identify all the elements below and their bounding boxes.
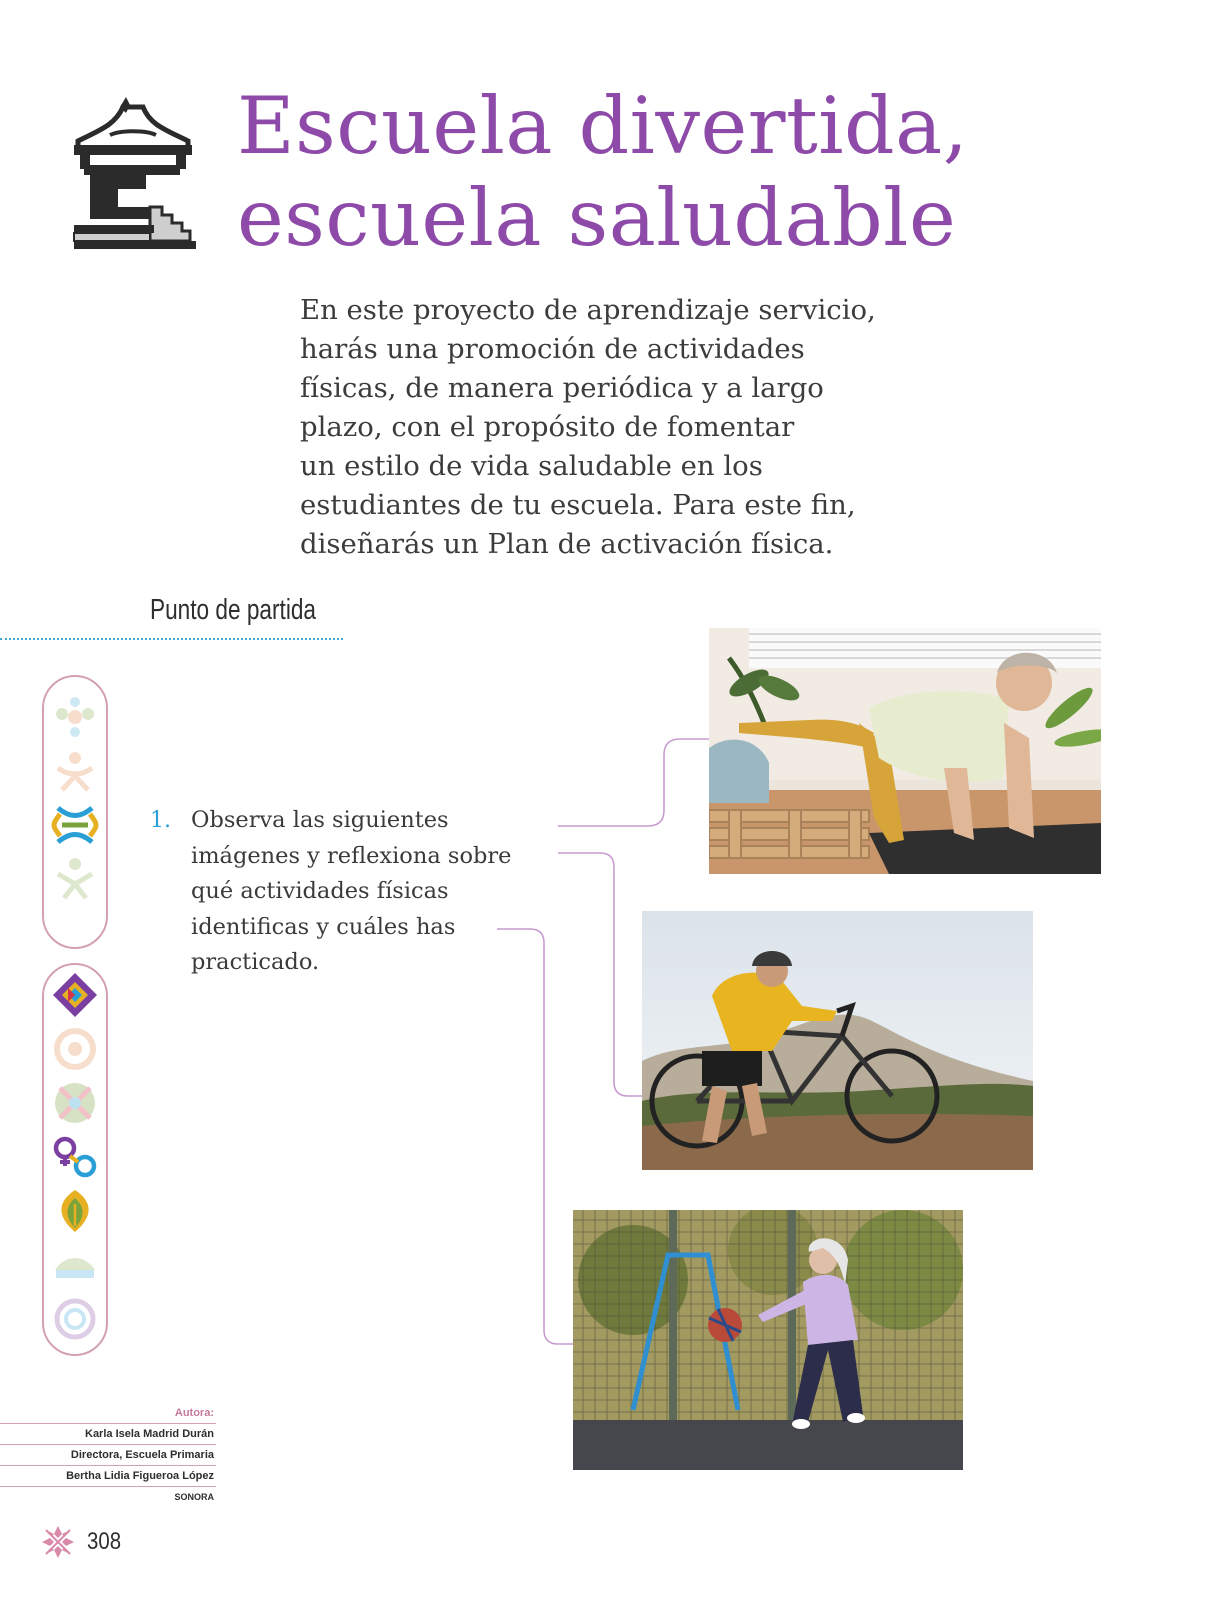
question-line: imágenes y reflexiona sobre (191, 842, 512, 869)
question-line: practicado. (191, 949, 320, 975)
author-state: SONORA (174, 1492, 214, 1502)
photo-woman-playing-basketball (573, 1210, 963, 1470)
inclusion-icon (50, 970, 100, 1020)
pensamiento-critico-icon (50, 1024, 100, 1074)
intro-line: físicas, de manera periódica y a largo (300, 372, 824, 404)
title-line-2: escuela saludable (237, 172, 957, 264)
saberes-icon (50, 746, 100, 796)
intro-line: En este proyecto de aprendizaje servicio, (300, 294, 876, 326)
igualdad-genero-icon (50, 1132, 100, 1182)
author-role: Directora, Escuela Primaria (0, 1445, 216, 1466)
author-credits (0, 1403, 216, 1507)
page-number: 308 (87, 1528, 122, 1555)
humano-comunitario-icon (50, 854, 100, 904)
photo-woman-exercising-indoors (709, 628, 1101, 874)
page-ornament-icon (40, 1524, 76, 1560)
vida-saludable-icon (50, 1186, 100, 1236)
intro-line: estudiantes de tu escuela. Para este fin, (300, 489, 856, 521)
section-heading: Punto de partida (150, 594, 317, 626)
question-line: Observa las siguientes (191, 807, 449, 833)
intro-line: diseñarás un Plan de activación física. (300, 528, 834, 560)
question-line: identificas y cuáles has (191, 913, 456, 940)
interculturalidad-icon (50, 1078, 100, 1128)
section-divider (0, 638, 343, 640)
question-number: 1. (150, 808, 171, 833)
school-building-icon (70, 95, 200, 255)
page-title (237, 80, 968, 264)
lenguajes-icon (50, 692, 100, 742)
author-label: Autora: (0, 1403, 216, 1424)
photo-man-with-bicycle (642, 911, 1033, 1170)
artes-icon (50, 1294, 100, 1344)
lectura-escritura-icon (50, 1240, 100, 1290)
intro-line: un estilo de vida saludable en los (300, 450, 763, 482)
title-line-1: Escuela divertida, (237, 80, 969, 172)
intro-line: plazo, con el propósito de fomentar (300, 411, 795, 443)
intro-line: harás una promoción de actividades (300, 333, 805, 365)
intro-paragraph (300, 291, 940, 564)
author-name: Karla Isela Madrid Durán (0, 1424, 216, 1445)
question-line: qué actividades físicas (191, 878, 449, 904)
etica-icon (50, 800, 100, 850)
author-school: Bertha Lidia Figueroa López (0, 1466, 216, 1487)
question-text (191, 803, 511, 981)
